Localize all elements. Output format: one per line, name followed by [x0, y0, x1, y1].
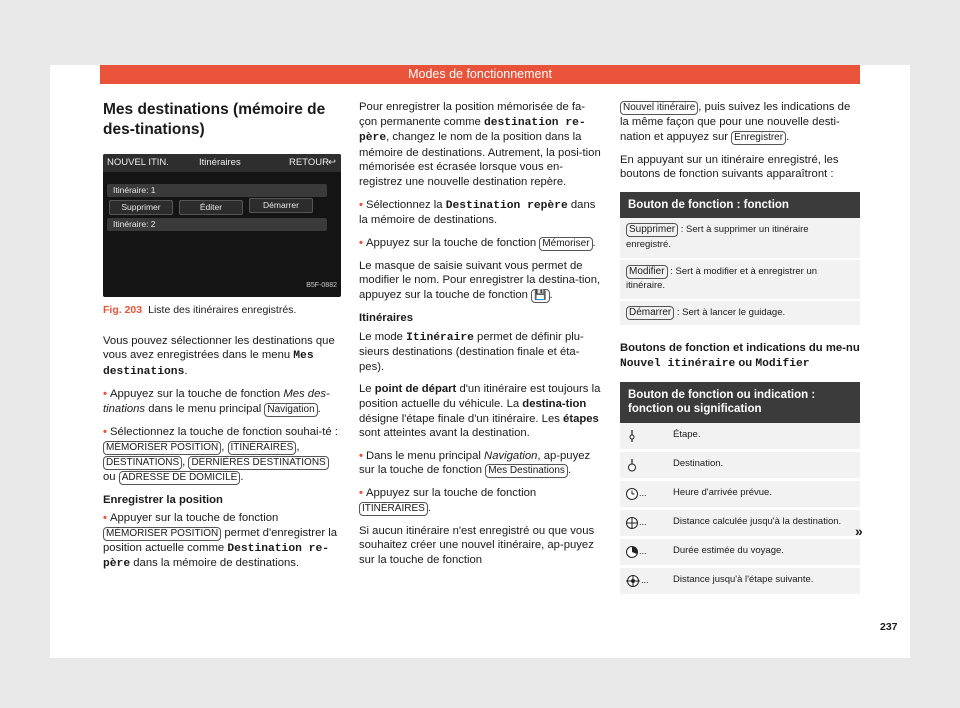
next-stage-icon	[625, 574, 641, 588]
function-table	[620, 192, 860, 328]
route-2-row[interactable]: Itinéraire: 2	[107, 218, 327, 231]
bullet-item: • Appuyez sur la touche de fonction Mémoriser .	[359, 236, 596, 249]
figure-caption-text: Liste des itinéraires enregistrés.	[148, 304, 297, 316]
figure-caption	[103, 303, 341, 318]
section-heading: Mes destinations (mémoire de des-tinations)	[103, 101, 326, 138]
page-number: 237	[880, 621, 898, 633]
bullet-item: • Sélectionnez la Destination repère dans la mémoire de destinations.	[359, 198, 596, 227]
bullet-icon: •	[359, 236, 363, 249]
timer-icon	[625, 545, 639, 559]
subheading: Enregistrer la position	[103, 493, 223, 506]
subheading: Boutons de fonction et indications du me-nu Nouvel itinéraire ou Modifier	[620, 342, 860, 370]
column-3	[620, 100, 860, 597]
waypoint-icon	[625, 429, 639, 443]
table-header: Bouton de fonction ou indication : fonction ou signification	[620, 382, 860, 423]
paragraph: Le mode Itinéraire permet de définir plu-sieurs destinations (destination finale et éta-pes).	[359, 330, 584, 373]
indication-table	[620, 382, 860, 597]
back-arrow-icon: ↩	[328, 157, 336, 168]
bullet-icon: •	[359, 198, 363, 211]
column-1	[103, 100, 341, 580]
bullet-item: • Appuyez sur la touche de fonction ITINÉRAIRES .	[359, 487, 537, 514]
screen-header	[103, 154, 341, 172]
paragraph: En appuyant sur un itinéraire enregistré, les boutons de fonction suivants apparaîtront :	[620, 153, 839, 181]
table-row: ... Durée estimée du voyage.	[620, 539, 860, 568]
table-row: ... Distance jusqu'à l'étape suivante.	[620, 568, 860, 597]
column-2	[359, 100, 602, 576]
bullet-icon: •	[103, 425, 107, 438]
navigation-key: Navigation	[264, 403, 317, 417]
section-header: Modes de fonctionnement	[100, 65, 860, 84]
figure-code: B5F-0882	[306, 282, 337, 290]
table-row: Modifier : Sert à modifier et à enregistrer un itinéraire.	[620, 260, 860, 301]
subheading: Itinéraires	[359, 311, 414, 324]
paragraph: Le masque de saisie suivant vous permet de modifier le nom. Pour enregistrer la destina-tion, appuyez sur la touche de fonction 💾 .	[359, 259, 601, 301]
bullet-icon: •	[359, 449, 363, 462]
table-row: Destination.	[620, 452, 860, 481]
continue-mark: »	[855, 523, 863, 539]
delete-button[interactable]: Supprimer	[109, 200, 173, 215]
route-1-row[interactable]: Itinéraire: 1	[107, 184, 327, 197]
distance-icon	[625, 516, 639, 530]
bullet-item: • Dans le menu principal Navigation, ap-puyez sur la touche de fonction Mes Destinations .	[359, 449, 591, 477]
bullet-item: • Appuyez sur la touche de fonction Mes des-tinations dans le menu principal Navigation .	[103, 388, 330, 415]
screen-figure	[103, 154, 341, 297]
paragraph: Nouvel itinéraire , puis suivez les indications de la même façon que pour une nouvelle desti-nation et appuyez sur Enregistrer .	[620, 101, 851, 143]
bullet-item: • Sélectionnez la touche de fonction souhai-té : MÉMORISER POSITION , ITINÉRAIRES , DESTINATIONS , DERNIÈRES DESTINATIONS ou ADRESSE DE DOMICILE .	[103, 425, 338, 483]
table-row: ... Distance calculée jusqu'à la destination.	[620, 510, 860, 539]
clock-icon	[625, 487, 639, 501]
back-button[interactable]: RETOUR	[289, 157, 329, 168]
save-key-icon: 💾	[531, 289, 549, 303]
table-row: Démarrer : Sert à lancer le guidage.	[620, 301, 860, 328]
bullet-icon: •	[359, 487, 363, 500]
destination-icon	[625, 458, 639, 472]
table-row: ... Heure d'arrivée prévue.	[620, 481, 860, 510]
edit-button[interactable]: Éditer	[179, 200, 243, 215]
screen-title: Itinéraires	[199, 157, 241, 168]
table-header: Bouton de fonction : fonction	[620, 192, 860, 219]
start-button[interactable]: Démarrer	[249, 198, 313, 213]
paragraph: Le point de départ d'un itinéraire est toujours la position actuelle du véhicule. La destina-tion désigne l'étape finale d'un itinéraire. Les étapes sont atteintes avant la destination.	[359, 383, 601, 440]
table-row: Étape.	[620, 423, 860, 452]
new-route-button[interactable]: NOUVEL ITIN.	[107, 157, 169, 168]
paragraph: Si aucun itinéraire n'est enregistré ou que vous souhaitez créer une nouvel itinéraire, ap-puyez sur la touche de fonction	[359, 524, 595, 567]
bullet-icon: •	[103, 512, 107, 525]
table-row: Supprimer : Sert à supprimer un itinéraire enregistré.	[620, 218, 860, 259]
paragraph: Vous pouvez sélectionner les destinations que vous avez enregistrées dans le menu Mes destinations.	[103, 334, 335, 378]
bullet-icon: •	[103, 388, 107, 401]
bullet-item: • Appuyer sur la touche de fonction MÉMORISER POSITION permet d'enregistrer la position actuelle comme Destination re-père dans la mémoire de destinations.	[103, 512, 338, 571]
paragraph: Pour enregistrer la position mémorisée de fa-çon permanente comme destination re-père, changez le nom de la position dans la mémoire de destinations. Autrement, la posi-tion mémorisée est écrasée lorsque vous en-registrez une nouvelle destination repère.	[359, 101, 601, 188]
figure-number: Fig. 203	[103, 304, 143, 316]
